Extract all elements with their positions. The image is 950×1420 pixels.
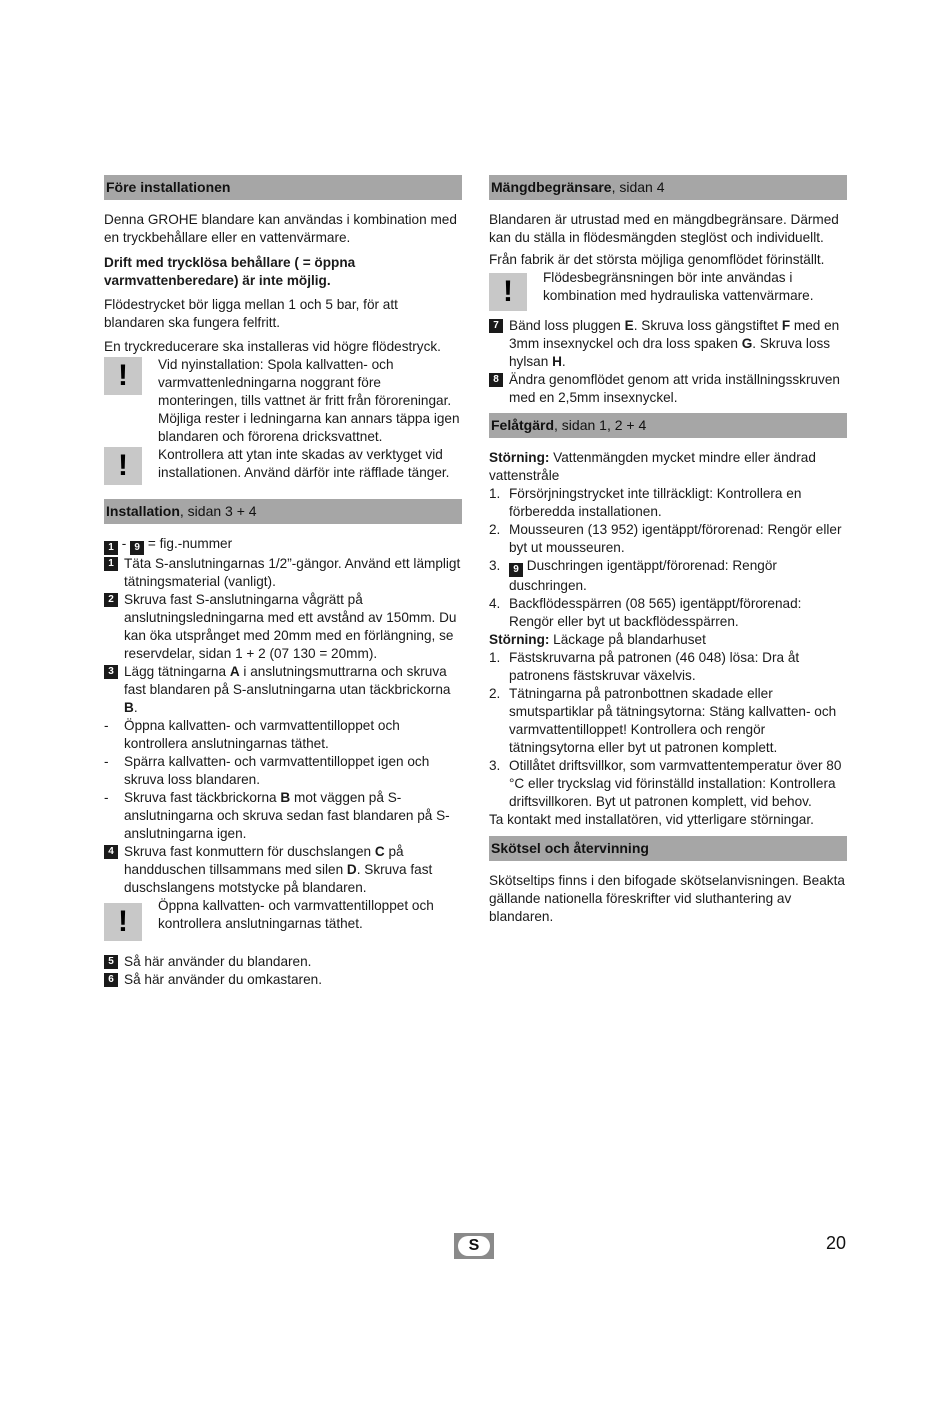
section-header-mangdbegransare bbox=[489, 175, 847, 200]
language-code: S bbox=[458, 1236, 490, 1256]
page-number: 20 bbox=[826, 1233, 847, 1253]
step-text: Skruva fast S-anslutningarna vågrätt på anslutningsledningarna med ett avstånd av 150mm. Du kan öka utsprånget med 20mm med en förlängning, se reservdelar, sidan 1 + 2 (07 130 = 20mm). bbox=[124, 592, 457, 661]
list-text: Backflödesspärren (08 565) igentäppt/förorenad: Rengör eller byt ut backflödesspärren. bbox=[509, 596, 802, 629]
step-number-badge: 8 bbox=[489, 373, 503, 387]
list-number: 1. bbox=[489, 650, 501, 665]
step-number-badge: 7 bbox=[489, 319, 503, 333]
step-number-badge: 3 bbox=[104, 665, 118, 679]
figure-number-badge: 9 bbox=[509, 563, 523, 577]
fault-description: Störning: Vattenmängden mycket mindre eller ändrad vattenstråle bbox=[489, 450, 816, 483]
exclamation-icon: ! bbox=[104, 447, 142, 485]
step-3 bbox=[104, 663, 462, 717]
section-header-fore-installationen bbox=[104, 175, 462, 200]
warning-text: Kontrollera att ytan inte skadas av verktyget vid installationen. Använd därför inte räfflade tänger. bbox=[158, 447, 450, 480]
section-title: Före installationen bbox=[106, 179, 231, 195]
warning-note bbox=[104, 356, 462, 446]
dash-bullet: - bbox=[104, 790, 109, 805]
paragraph: Ta kontakt med installatören, vid ytterligare störningar. bbox=[489, 812, 814, 827]
paragraph: Från fabrik är det största möjliga genomflödet förinställt. bbox=[489, 252, 825, 267]
warning-text: Vid nyinstallation: Spola kallvatten- och varmvattenledningarna noggrant före monteringen, tills vattnet är fritt från föroreningar. Möjliga rester i ledningarna kan annars täppa igen blandaren och förorena dricksvattnet. bbox=[158, 357, 460, 444]
section-header-skotsel bbox=[489, 836, 847, 861]
warning-note bbox=[489, 269, 847, 309]
right-column bbox=[489, 175, 847, 926]
figure-number-badge: 9 bbox=[130, 541, 144, 555]
exclamation-icon: ! bbox=[104, 357, 142, 395]
list-text: 9 Duschringen igentäppt/förorenad: Rengör duschringen. bbox=[509, 558, 777, 593]
exclamation-icon: ! bbox=[489, 273, 527, 311]
figure-number-legend bbox=[104, 535, 462, 555]
section-header-installation bbox=[104, 499, 462, 524]
step-5 bbox=[104, 953, 462, 971]
dash-text: Skruva fast täckbrickorna B mot väggen på S-anslutningarna och skruva sedan fast blandaren på S-anslutningarna igen. bbox=[124, 790, 450, 841]
legend-text: = fig.-nummer bbox=[144, 536, 233, 551]
step-text: Så här använder du omkastaren. bbox=[124, 972, 322, 987]
list-item bbox=[489, 595, 847, 631]
section-title-suffix: , sidan 3 + 4 bbox=[179, 503, 257, 519]
figure-number-badge: 1 bbox=[104, 541, 118, 555]
left-column bbox=[104, 175, 462, 989]
list-text: Försörjningstrycket inte tillräckligt: Kontrollera en förberedda installationen. bbox=[509, 486, 802, 519]
step-text: Skruva fast konmuttern för duschslangen C på handduschen tillsammans med silen D. Skruva fast duschslangens motstycke på blandaren. bbox=[124, 844, 433, 895]
paragraph: Flödestrycket bör ligga mellan 1 och 5 bar, för att blandaren ska fungera felfritt. bbox=[104, 297, 398, 330]
step-text: Täta S-anslutningarnas 1/2”-gängor. Använd ett lämpligt tätningsmaterial (vanligt). bbox=[124, 556, 461, 589]
list-text: Tätningarna på patronbottnen skadade eller smutspartiklar på tätningsytorna: Stäng kallvatten- och varmvattentilloppet! Kontrollera och rengör tätningsytorna eller byt ut patronen komplett. bbox=[509, 686, 837, 755]
step-number-badge: 6 bbox=[104, 973, 118, 987]
section-title: Installation bbox=[106, 503, 180, 519]
section-title: Felåtgärd bbox=[491, 417, 555, 433]
section-header-felatgard bbox=[489, 413, 847, 438]
dash-bullet: - bbox=[104, 718, 109, 733]
warning-note bbox=[104, 897, 462, 938]
dash-item bbox=[104, 789, 462, 843]
dash-item bbox=[104, 753, 462, 789]
exclamation-icon: ! bbox=[104, 903, 142, 941]
step-text: Lägg tätningarna A i anslutningsmuttrarna och skruva fast blandaren på S-anslutningarna utan täckbrickorna B. bbox=[124, 664, 451, 715]
section-title-suffix: , sidan 4 bbox=[611, 179, 665, 195]
list-number: 2. bbox=[489, 522, 501, 537]
section-title: Skötsel och återvinning bbox=[491, 840, 649, 856]
dash-bullet: - bbox=[104, 754, 109, 769]
step-8 bbox=[489, 371, 847, 407]
list-text: Otillåtet driftsvillkor, som varmvattentemperatur över 80 °C eller tryckslag vid förinställd installation: Kontrollera driftsvillkoren. Byt ut patronen komplett, vid behov. bbox=[509, 758, 842, 809]
warning-text: Flödesbegränsningen bör inte användas i kombination med hydrauliska vattenvärmare. bbox=[543, 270, 814, 303]
section-title-suffix: , sidan 1, 2 + 4 bbox=[554, 417, 647, 433]
paragraph: En tryckreducerare ska installeras vid högre flödestryck. bbox=[104, 339, 441, 354]
list-item bbox=[489, 757, 847, 811]
list-text: Mousseuren (13 952) igentäppt/förorenad: Rengör eller byt ut mousseuren. bbox=[509, 522, 842, 555]
list-number: 4. bbox=[489, 596, 501, 611]
dash-text: Spärra kallvatten- och varmvattentilloppet igen och skruva loss blandaren. bbox=[124, 754, 430, 787]
paragraph: Denna GROHE blandare kan användas i kombination med en tryckbehållare eller en vattenvärmare. bbox=[104, 212, 457, 245]
step-number-badge: 1 bbox=[104, 557, 118, 571]
step-number-badge: 2 bbox=[104, 593, 118, 607]
list-number: 2. bbox=[489, 686, 501, 701]
paragraph: Blandaren är utrustad med en mängdbegränsare. Därmed kan du ställa in flödesmängden steglöst och individuellt. bbox=[489, 212, 839, 245]
step-number-badge: 5 bbox=[104, 955, 118, 969]
step-6 bbox=[104, 971, 462, 989]
list-item bbox=[489, 485, 847, 521]
step-2 bbox=[104, 591, 462, 663]
warning-text: Öppna kallvatten- och varmvattentilloppet och kontrollera anslutningarnas täthet. bbox=[158, 898, 434, 931]
step-text: Så här använder du blandaren. bbox=[124, 954, 312, 969]
legend-separator: - bbox=[118, 536, 131, 551]
warning-note bbox=[104, 446, 462, 482]
section-title: Mängdbegränsare bbox=[491, 179, 612, 195]
list-number: 3. bbox=[489, 558, 501, 573]
step-4 bbox=[104, 843, 462, 897]
list-item bbox=[489, 685, 847, 757]
step-number-badge: 4 bbox=[104, 845, 118, 859]
list-item bbox=[489, 649, 847, 685]
list-item bbox=[489, 521, 847, 557]
list-text: Fästskruvarna på patronen (46 048) lösa: Dra åt patronens fästskruvar växelvis. bbox=[509, 650, 800, 683]
paragraph: Skötseltips finns i den bifogade skötselanvisningen. Beakta gällande nationella föreskrifter vid sluthantering av blandaren. bbox=[489, 873, 845, 924]
dash-text: Öppna kallvatten- och varmvattentilloppet och kontrollera anslutningarnas täthet. bbox=[124, 718, 400, 751]
step-text: Bänd loss pluggen E. Skruva loss gängstiftet F med en 3mm insexnyckel och dra loss spaken G. Skruva loss hylsan H. bbox=[509, 318, 840, 369]
list-number: 1. bbox=[489, 486, 501, 501]
list-number: 3. bbox=[489, 758, 501, 773]
language-badge bbox=[454, 1233, 494, 1259]
fault-description: Störning: Läckage på blandarhuset bbox=[489, 632, 706, 647]
step-1 bbox=[104, 555, 462, 591]
step-text: Ändra genomflödet genom att vrida inställningsskruven med en 2,5mm insexnyckel. bbox=[509, 372, 840, 405]
list-item bbox=[489, 557, 847, 595]
step-7 bbox=[489, 317, 847, 371]
dash-item bbox=[104, 717, 462, 753]
paragraph-bold: Drift med trycklösa behållare ( = öppna varmvattenberedare) är inte möjlig. bbox=[104, 255, 356, 288]
